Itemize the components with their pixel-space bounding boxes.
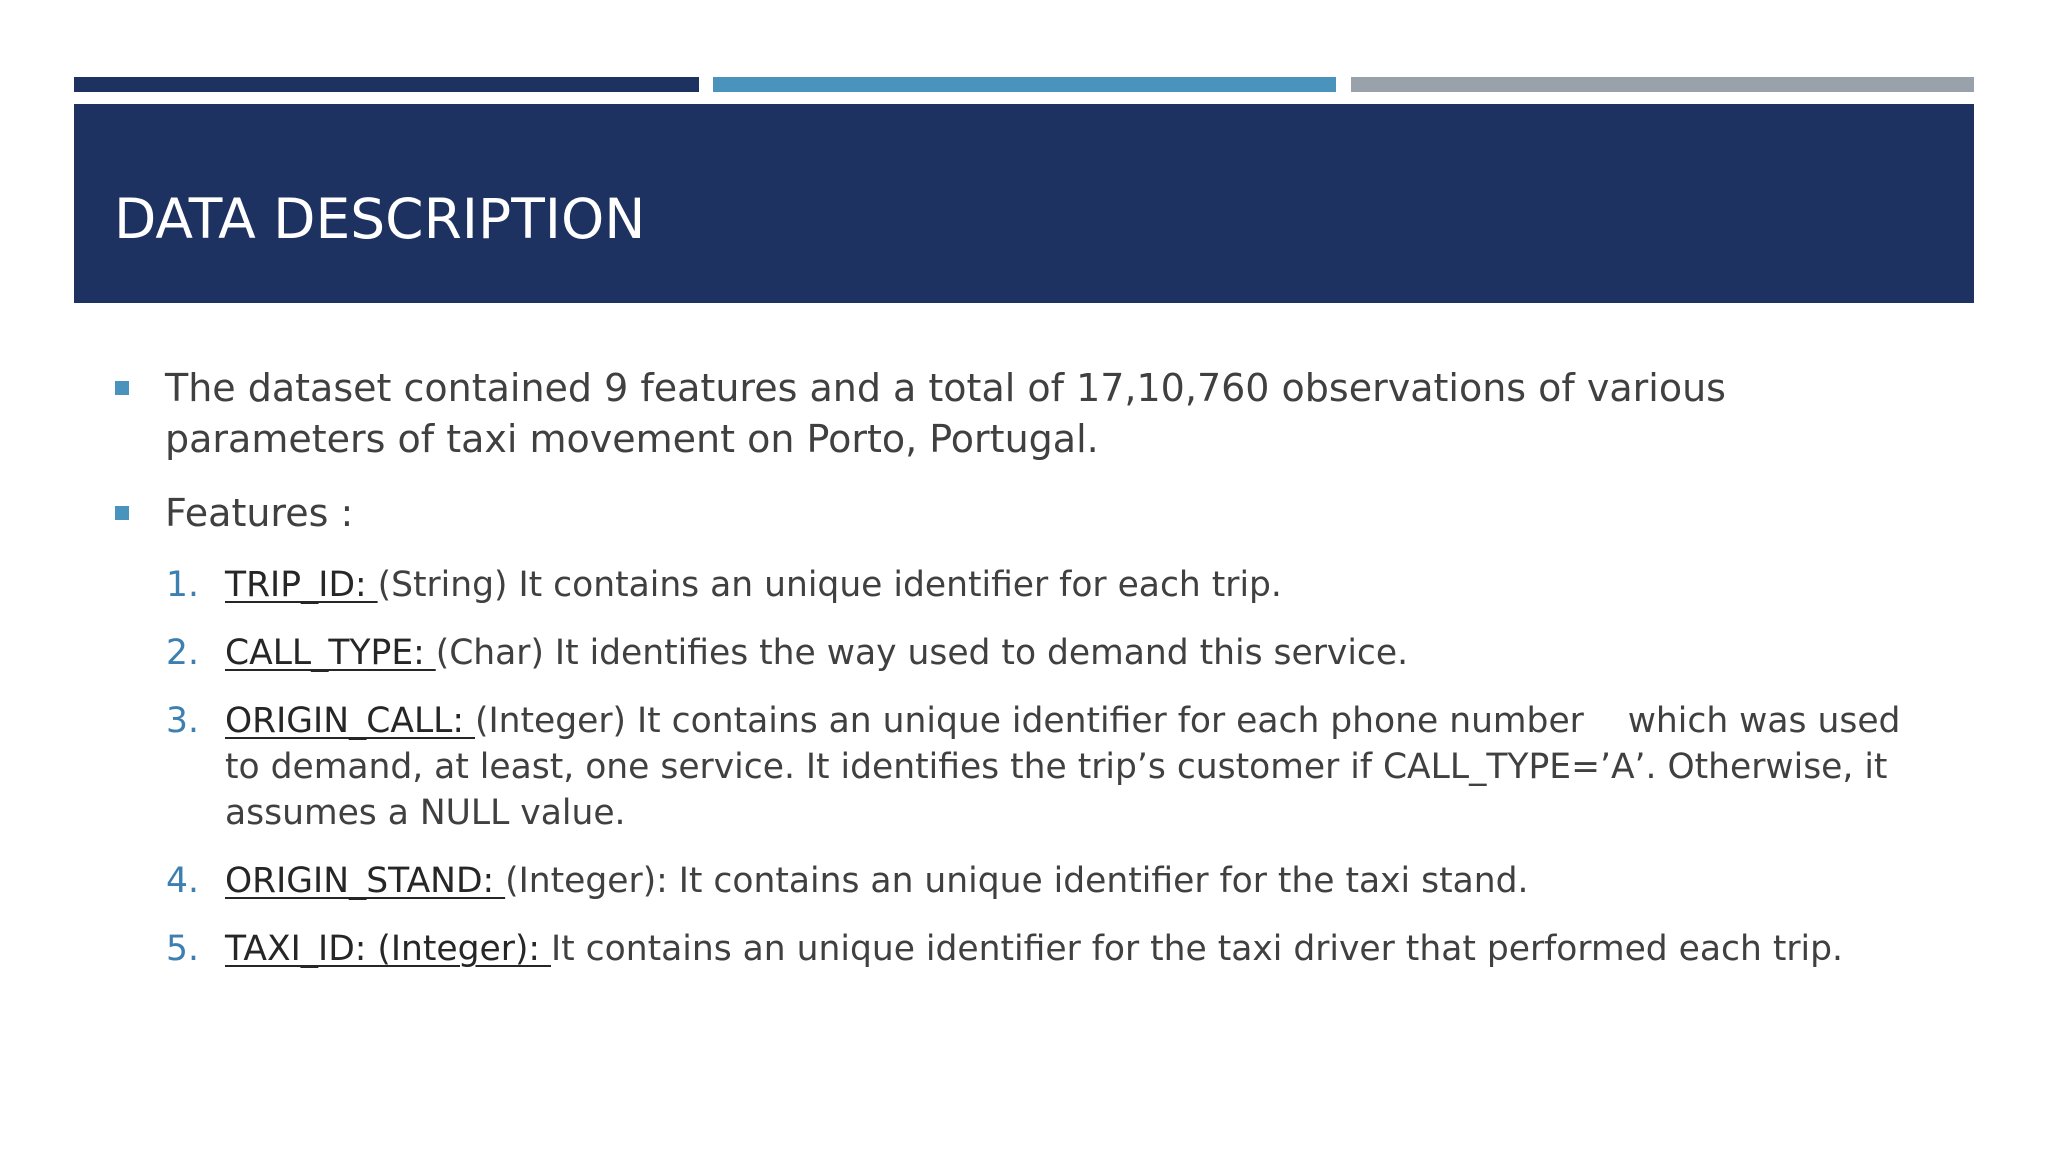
list-number: 1. bbox=[166, 565, 199, 605]
list-number: 4. bbox=[166, 861, 199, 901]
list-number: 5. bbox=[166, 929, 199, 969]
bullet-item-dataset bbox=[115, 363, 1945, 473]
feature-term: CALL_TYPE: bbox=[225, 633, 436, 673]
feature-term: TRIP_ID: bbox=[225, 565, 378, 605]
feature-text bbox=[225, 858, 1946, 904]
title-banner bbox=[74, 104, 1974, 303]
feature-description: (Integer) It contains an unique identifier for each phone number which was used to demand, at least, one service. It identifies the trip’s customer if CALL_TYPE=’A’. Otherwise, it assumes a NULL value. bbox=[225, 701, 1901, 833]
accent-bar-dark bbox=[74, 77, 699, 92]
feature-text bbox=[225, 562, 1946, 608]
accent-bar-blue bbox=[713, 77, 1336, 92]
list-number: 3. bbox=[166, 701, 199, 741]
bullet-text: The dataset contained 9 features and a total of 17,10,760 observations of various parameters of taxi movement on Porto, Portugal. bbox=[165, 366, 1726, 461]
square-bullet-icon bbox=[115, 506, 129, 520]
feature-text bbox=[225, 698, 1946, 836]
bullet-item-features bbox=[115, 488, 1945, 543]
feature-text bbox=[225, 926, 1946, 972]
feature-description: (String) It contains an unique identifier for each trip. bbox=[377, 565, 1282, 605]
square-bullet-icon bbox=[115, 381, 129, 395]
feature-term: ORIGIN_STAND: bbox=[225, 861, 506, 901]
list-number: 2. bbox=[166, 633, 199, 673]
slide-title: DATA DESCRIPTION bbox=[114, 187, 646, 251]
bullet-text: Features : bbox=[165, 491, 354, 535]
feature-description: (Integer): It contains an unique identifier for the taxi stand. bbox=[505, 861, 1529, 901]
feature-term: TAXI_ID: (Integer): bbox=[225, 929, 551, 969]
feature-description: It contains an unique identifier for the taxi driver that performed each trip. bbox=[551, 929, 1843, 969]
feature-description: (Char) It identifies the way used to demand this service. bbox=[435, 633, 1409, 673]
feature-text bbox=[225, 630, 1946, 676]
feature-term: ORIGIN_CALL: bbox=[225, 701, 475, 741]
accent-bar-gray bbox=[1351, 77, 1974, 92]
